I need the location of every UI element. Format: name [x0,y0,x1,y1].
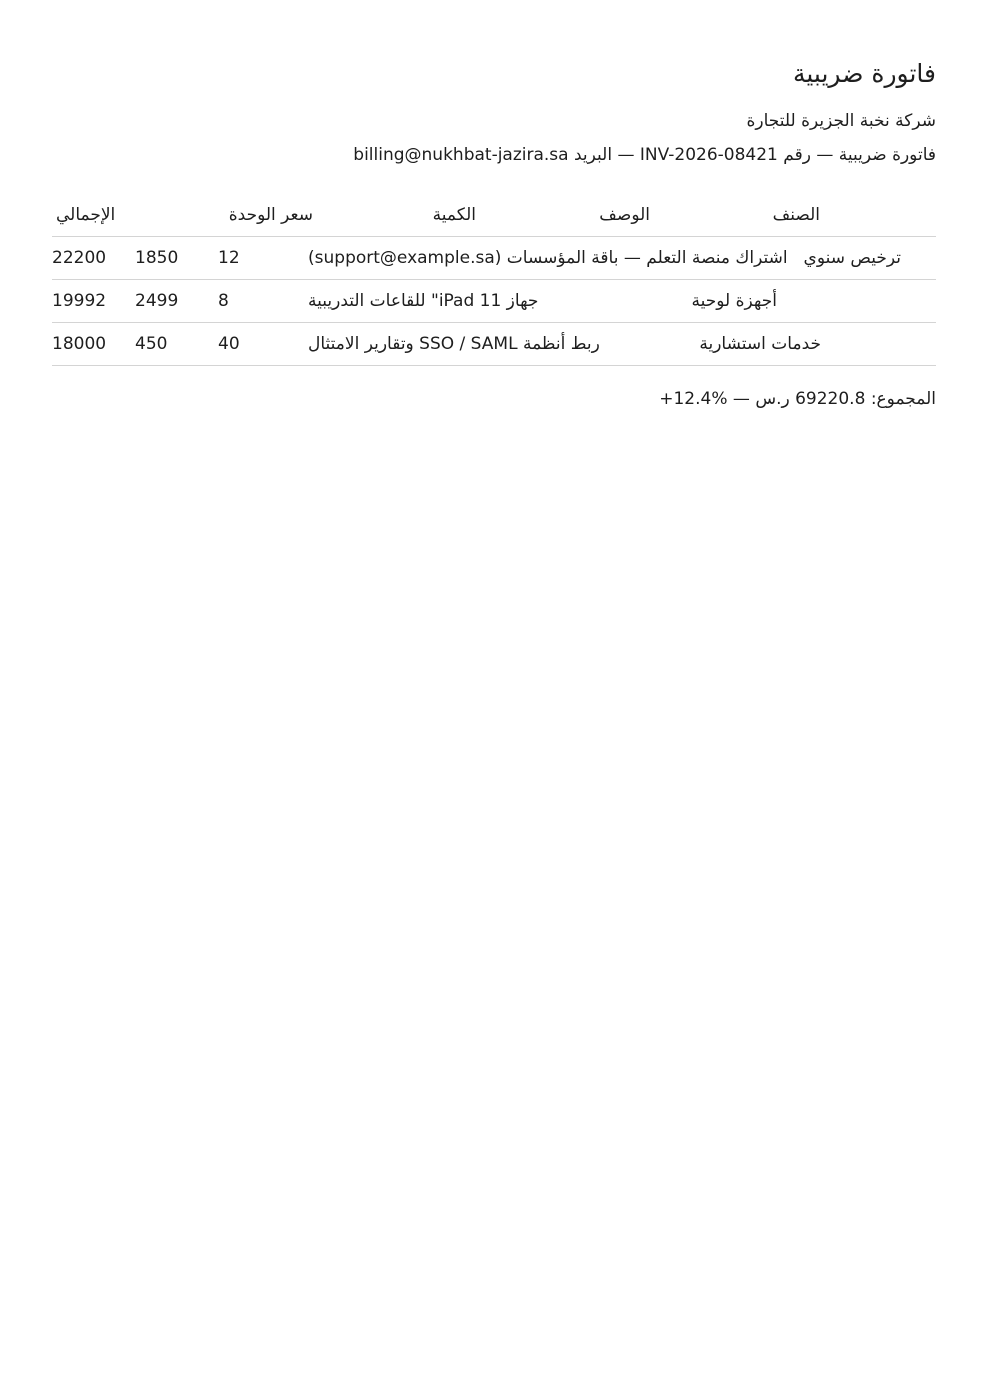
cell-quantity: 40 [218,334,240,354]
cell-description: اشتراك منصة التعلم — باقة المؤسسات (support@example.sa) [308,248,788,268]
table-row [52,323,936,366]
summary-amount: 69220.8 [795,389,866,409]
summary-label: المجموع: [870,389,936,409]
cell-category: ترخيص سنوي [803,248,901,268]
summary-separator: — [732,389,750,409]
invoice-summary [659,386,936,412]
header-category: الصنف [772,205,820,225]
cell-category: خدمات استشارية [699,334,821,354]
cell-total: 22200 [52,248,107,268]
header-unit-price: سعر الوحدة [228,205,313,225]
cell-description: ربط أنظمة SSO / SAML وتقارير الامتثال [308,334,600,354]
cell-category: أجهزة لوحية [691,291,777,311]
invoice-meta [353,142,936,168]
table-header-row [52,195,936,237]
cell-unit-price: 1850 [135,248,179,268]
invoice-number: INV-2026-08421 [639,145,778,165]
billing-email: billing@nukhbat-jazira.sa [353,145,569,165]
invoice-number-label: فاتورة ضريبية — رقم [783,145,936,165]
cell-unit-price: 2499 [135,291,179,311]
company-name: شركة نخبة الجزيرة للتجارة [746,111,936,131]
invoice-title: فاتورة ضريبية [792,59,936,88]
email-label: — البريد [574,145,635,165]
table-row [52,237,936,280]
summary-currency: ر.س [755,389,790,409]
header-total: الإجمالي [56,205,116,225]
cell-unit-price: 450 [135,334,168,354]
cell-total: 18000 [52,334,107,354]
header-quantity: الكمية [432,205,476,225]
table-row [52,280,936,323]
cell-total: 19992 [52,291,107,311]
cell-quantity: 8 [218,291,229,311]
cell-quantity: 12 [218,248,240,268]
summary-change: +12.4% [659,389,728,409]
invoice-table [52,195,936,366]
cell-description: جهاز iPad 11" للقاعات التدريبية [308,291,539,311]
header-description: الوصف [599,205,650,225]
